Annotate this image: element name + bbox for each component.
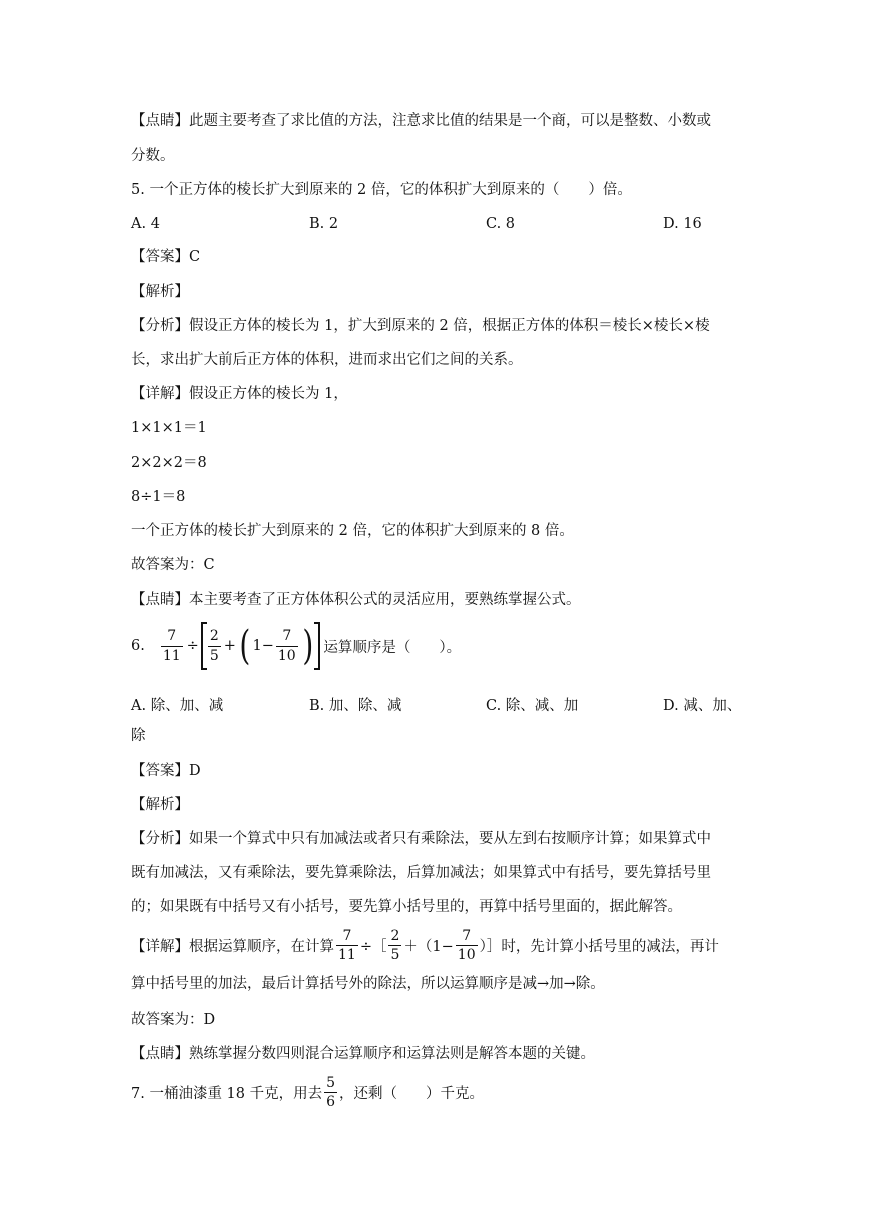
- divide-sign: ÷: [186, 638, 199, 654]
- inline-plus-paren: ＋（1−: [403, 939, 454, 956]
- fenxi-6-line3: 的；如果既有中括号又有小括号，要先算小括号里的，再算中括号里面的，据此解答。: [131, 899, 682, 915]
- q6-option-b: B. 加、除、减: [309, 698, 402, 714]
- calc-5-line3: 8÷1＝8: [131, 489, 186, 505]
- answer-6: 【答案】D: [131, 763, 201, 779]
- fenxi-5-line1: 【分析】假设正方体的棱长为 1，扩大到原来的 2 倍，根据正方体的体积＝棱长×棱长×棱: [131, 318, 710, 334]
- q5-option-b: B. 2: [309, 216, 339, 232]
- calc-5-conclusion: 一个正方体的棱长扩大到原来的 2 倍，它的体积扩大到原来的 8 倍。: [131, 523, 574, 539]
- inline-fraction-7-10: $\frac{7}{10}$: [457, 928, 476, 964]
- fraction-7-10: $\frac{7}{10}$: [277, 628, 296, 664]
- q6-option-d: D. 减、加、: [663, 698, 742, 714]
- guda-5: 故答案为：C: [131, 557, 215, 573]
- dianjing-5: 【点睛】本主要考查了正方体体积公式的灵活应用，要熟练掌握公式。: [131, 592, 581, 608]
- jiexi-6: 【解析】: [131, 797, 189, 813]
- q6-option-c: C. 除、减、加: [486, 698, 579, 714]
- q6-expression: [159, 624, 320, 668]
- jiexi-5: 【解析】: [131, 284, 189, 300]
- question-7: 7. 一桶油漆重 18 千克，用去 $\frac{5}{6}$ ，还剩（ ）千克。: [131, 1075, 485, 1111]
- fraction-2-5: $\frac{2}{5}$: [209, 628, 219, 664]
- xiangjie-6-line1: 【详解】根据运算顺序，在计算 $\frac{7}{11}$ ÷［ $\frac{2}{5}$ ＋（1− $\frac{7}{10}$ ）］ 时，先计算小括号里的减法，再计: [131, 928, 719, 964]
- question-6: [131, 624, 461, 668]
- calc-5-line1: 1×1×1＝1: [131, 420, 207, 436]
- left-paren: (: [239, 623, 251, 669]
- question-5: 5. 一个正方体的棱长扩大到原来的 2 倍，它的体积扩大到原来的（ ）倍。: [131, 182, 632, 198]
- xiangjie-6-line2: 算中括号里的加法，最后计算括号外的除法，所以运算顺序是减→加→除。: [131, 976, 605, 992]
- q6-text: 运算顺序是（ ）。: [323, 639, 462, 656]
- guda-6: 故答案为：D: [131, 1012, 216, 1028]
- answer-5: 【答案】C: [131, 249, 201, 265]
- dianjing-6: 【点睛】熟练掌握分数四则混合运算顺序和运算法则是解答本题的关键。: [131, 1046, 595, 1062]
- fraction-7-11: $\frac{7}{11}$: [162, 628, 181, 664]
- calc-5-line2: 2×2×2＝8: [131, 455, 207, 471]
- q5-option-c: C. 8: [486, 216, 516, 232]
- inline-fraction-2-5: $\frac{2}{5}$: [390, 928, 400, 964]
- fenxi-6-line2: 既有加减法，又有乘除法，要先算乘除法，后算加减法；如果算式中有括号，要先算括号里: [131, 865, 711, 881]
- dianjing-prev-line2: 分数。: [131, 148, 175, 164]
- q5-option-d: D. 16: [663, 216, 702, 232]
- q5-option-a: A. 4: [131, 216, 160, 232]
- fenxi-5-line2: 长，求出扩大前后正方体的体积，进而求出它们之间的关系。: [131, 352, 523, 368]
- plus-sign: +: [223, 638, 236, 654]
- fenxi-6-line1: 【分析】如果一个算式中只有加减法或者只有乘除法，要从左到右按顺序计算；如果算式中: [131, 831, 711, 847]
- q6-number: 6.: [131, 638, 145, 654]
- right-paren: ): [302, 623, 313, 669]
- dianjing-prev-line1: 【点睛】此题主要考查了求比值的方法，注意求比值的结果是一个商，可以是整数、小数或: [131, 113, 711, 129]
- fraction-5-6: $\frac{5}{6}$: [326, 1075, 336, 1111]
- one-minus: 1−: [252, 638, 274, 654]
- xiangjie-5: 【详解】假设正方体的棱长为 1，: [131, 386, 348, 402]
- inline-divide-bracket: ÷［: [359, 939, 387, 956]
- inline-close: ）］: [479, 939, 502, 956]
- square-bracket: [201, 624, 321, 668]
- inline-fraction-7-11: $\frac{7}{11}$: [338, 928, 356, 964]
- q6-option-d-wrap: 除: [131, 728, 146, 744]
- q6-option-a: A. 除、加、减: [131, 698, 224, 714]
